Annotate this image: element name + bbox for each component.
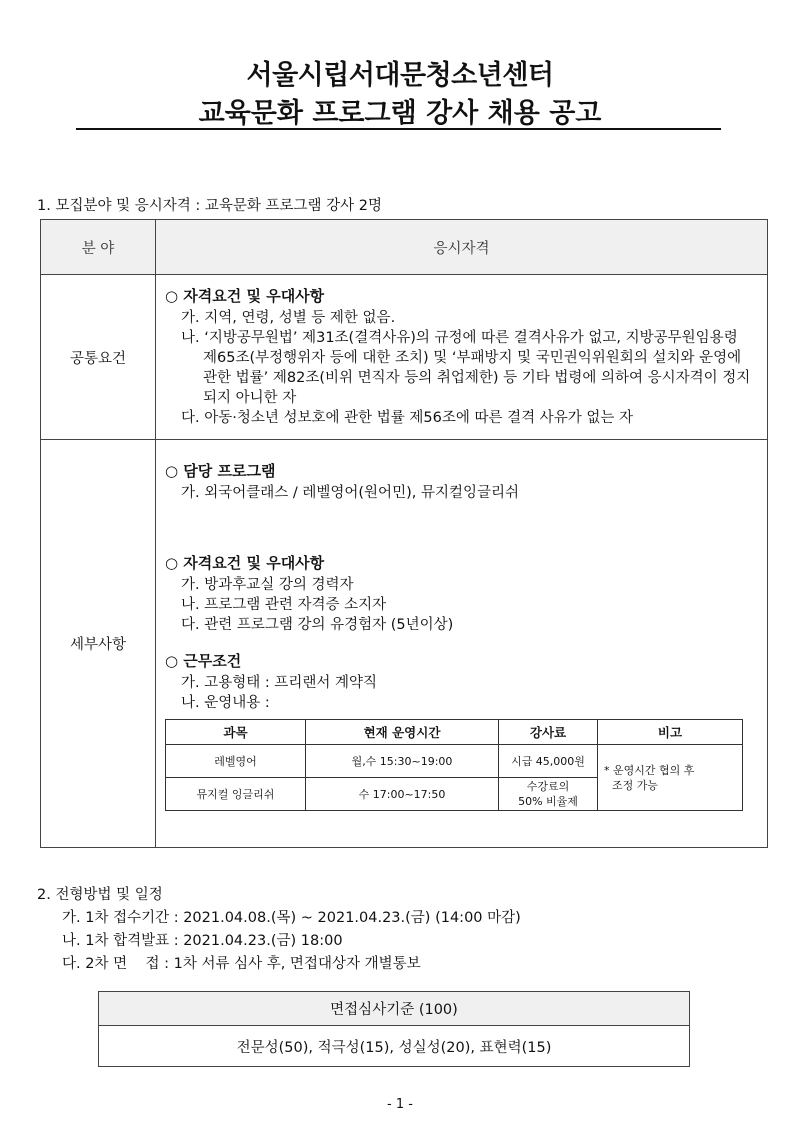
common-label: 공통요건	[41, 275, 156, 440]
schedule-time: 수 17:00~17:50	[306, 778, 499, 811]
work-item-1: 가. 고용형태 : 프리랜서 계약직	[181, 675, 378, 691]
qual-item-3: 다. 관련 프로그램 강의 유경험자 (5년이상)	[181, 617, 454, 633]
detail-cell	[156, 440, 768, 848]
interview-criteria-table	[98, 991, 690, 1067]
common-subheading: ○ 자격요건 및 우대사항	[165, 287, 325, 305]
work-item-2: 나. 운영내용 :	[181, 695, 270, 711]
program-item-1: 가. 외국어클래스 / 레벨영어(원어민), 뮤지컬잉글리쉬	[181, 485, 519, 501]
program-heading: ○ 담당 프로그램	[165, 462, 276, 480]
schedule-fee-line2: 50% 비율제	[518, 795, 578, 808]
schedule-row	[166, 745, 743, 778]
notice-title: 교육문화 프로그램 강사 채용 공고	[198, 98, 602, 129]
common-item-3: 다. 아동·청소년 성보호에 관한 법률 제56조에 따른 결격 사유가 없는 자	[181, 410, 633, 426]
col-header-qualification: 응시자격	[156, 220, 768, 275]
schedule-time: 월,수 15:30~19:00	[306, 745, 499, 778]
col-header-field: 분 야	[41, 220, 156, 275]
qual-heading: ○ 자격요건 및 우대사항	[165, 554, 325, 572]
criteria-values: 전문성(50), 적극성(15), 성실성(20), 표현력(15)	[99, 1026, 690, 1067]
schedule-note-line2: 조정 가능	[612, 778, 659, 792]
schedule-fee	[499, 778, 598, 811]
section2-item-2: 나. 1차 합격발표 : 2021.04.23.(금) 18:00	[62, 933, 343, 949]
schedule-header-subject: 과목	[166, 720, 306, 745]
detail-label: 세부사항	[41, 440, 156, 848]
common-item-1: 가. 지역, 연령, 성별 등 제한 없음.	[181, 310, 396, 326]
org-title: 서울시립서대문청소년센터	[246, 60, 554, 91]
criteria-header: 면접심사기준 (100)	[99, 992, 690, 1026]
schedule-header-fee: 강사료	[499, 720, 598, 745]
section1-heading: 1. 모집분야 및 응시자격 : 교육문화 프로그램 강사 2명	[37, 198, 382, 214]
schedule-table	[165, 719, 743, 811]
title-underline	[76, 128, 721, 130]
page-number: - 1 -	[387, 1097, 413, 1112]
schedule-fee-line1: 수강료의	[526, 780, 570, 793]
common-cell	[156, 275, 768, 440]
qual-item-2: 나. 프로그램 관련 자격증 소지자	[181, 597, 387, 613]
section2-item-3: 다. 2차 면 접 : 1차 서류 심사 후, 면접대상자 개별통보	[62, 956, 421, 972]
schedule-header-note: 비고	[598, 720, 743, 745]
schedule-note-line1: * 운영시간 협의 후	[604, 763, 695, 777]
schedule-fee: 시급 45,000원	[499, 745, 598, 778]
qualification-table	[40, 219, 768, 848]
section2-heading: 2. 전형방법 및 일정	[37, 887, 163, 903]
common-item-2: 나. ‘지방공무원법’ 제31조(결격사유)의 규정에 따른 결격사유가 없고, 지방공무원임용령 제65조(부정행위자 등에 대한 조치) 및 ‘부패방지 및 국민권익위원회의 설치와 운영에 관한 법률’ 제82조(비위 면직자 등의 취업제한) 등 기타 법령에 의하여 응시자격이 정지되지 아니한 자	[181, 330, 751, 406]
title-area	[0, 58, 800, 132]
section2-item-1: 가. 1차 접수기간 : 2021.04.08.(목) ~ 2021.04.23.(금) (14:00 마감)	[62, 910, 521, 926]
schedule-subject: 뮤지컬 잉글리쉬	[166, 778, 306, 811]
section2	[37, 884, 521, 976]
work-heading: ○ 근무조건	[165, 652, 242, 670]
schedule-note	[598, 745, 743, 811]
qual-item-1: 가. 방과후교실 강의 경력자	[181, 577, 354, 593]
schedule-subject: 레벨영어	[166, 745, 306, 778]
schedule-header-time: 현재 운영시간	[306, 720, 499, 745]
